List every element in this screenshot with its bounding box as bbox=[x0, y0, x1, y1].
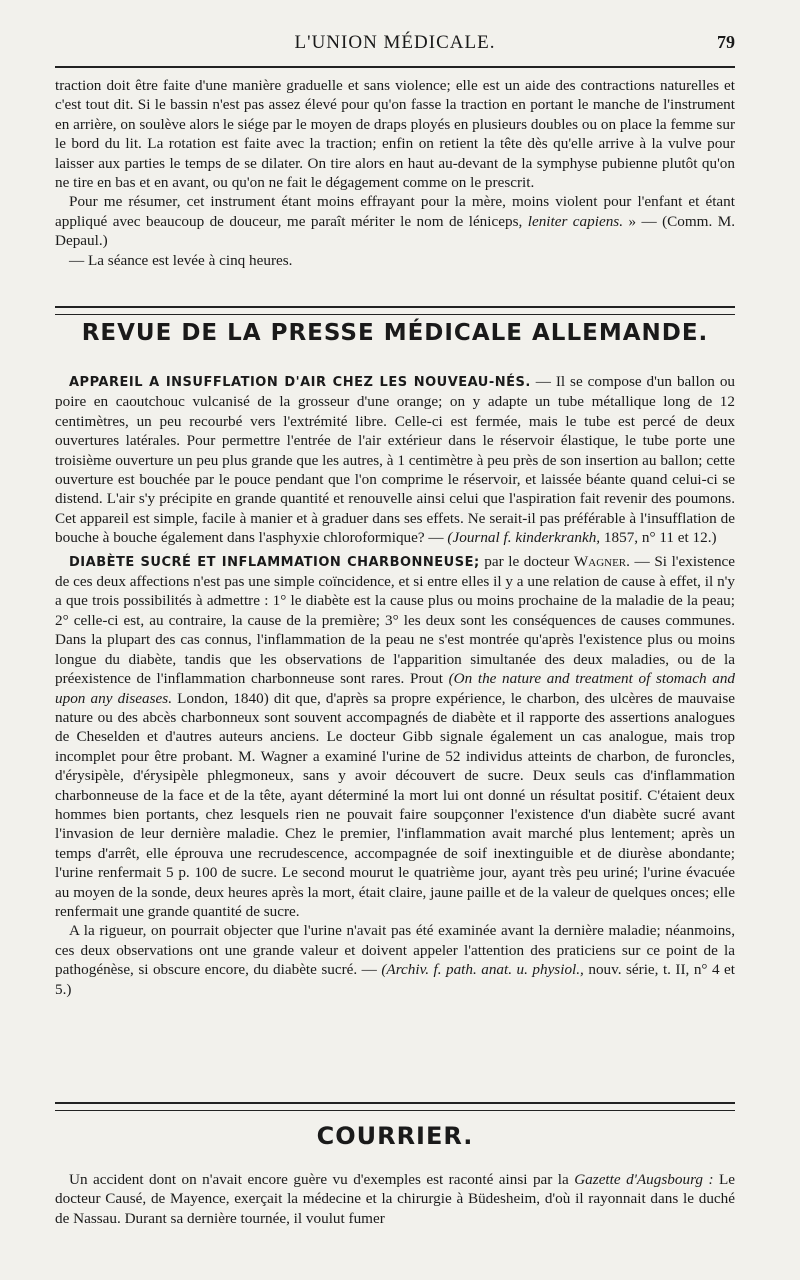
summary-italic: leniter capiens. bbox=[527, 212, 623, 230]
intro-section bbox=[55, 76, 735, 270]
section-divider bbox=[55, 1102, 735, 1111]
courrier-section bbox=[55, 1170, 735, 1228]
article-heading: APPAREIL A INSUFFLATION D'AIR CHEZ LES NOUVEAU-NÉS. bbox=[69, 375, 531, 390]
article-heading: DIABÈTE SUCRÉ ET INFLAMMATION CHARBONNEUSE; bbox=[69, 554, 480, 570]
article-diabete bbox=[55, 552, 735, 922]
courrier-text: Un accident dont on n'avait encore guère vu d'exemples est raconté ainsi par la bbox=[69, 1171, 569, 1188]
courrier-source-italic: Gazette d'Augsbourg : bbox=[574, 1171, 714, 1188]
page-number: 79 bbox=[717, 32, 735, 52]
article-text: — Il se compose d'un ballon ou poire en caoutchouc vulcanisé de la grosseur d'une orange; on y adapte un tube métallique long de 12 centimètres, un peu recourbé vers l'extrémité libre. Celle-ci est fermée, mais le tube est percé de deux ouvertures latérales. Pour permettre l'entrée de l'air extérieur dans le réservoir élastique, le tube porte une troisième ouverture un peu plus grande que les autres, à 1 centimètre à peu près de son insertion au ballon; cette ouverture est bouchée par le pouce pendant que l'on comprime le réservoir, et laissée béante quand celui-ci se distend. L'air s'y précipite en grande quantité et renouvelle ainsi celui que l'aspiration fait revenir des poumons. Cet appareil est simple, facile à manier et à graduer dans ses effets. Ne serait-il pas préférable à l'insufflation de bouche à bouche également dans l'asphyxie chloroformique? — bbox=[55, 373, 736, 547]
article-source-italic: (Journal f. kinderkrankh, bbox=[447, 529, 601, 547]
article-diabete-conclusion bbox=[55, 921, 735, 999]
article-byline: par le docteur bbox=[484, 552, 570, 570]
courrier-title: COURRIER. bbox=[316, 1122, 474, 1150]
summary-text: Pour me résumer, cet instrument étant moins effrayant pour la mère, moins violent pour l'enfant et étant appliqué avec beaucoup de douceur, me paraît mériter le nom de léniceps, bbox=[55, 193, 735, 230]
intro-summary-paragraph bbox=[55, 192, 735, 250]
session-closing: — La séance est levée à cinq heures. bbox=[69, 251, 293, 269]
section-divider bbox=[55, 306, 735, 315]
conclusion-text: A la rigueur, on pourrait objecter que l'urine n'avait pas été examinée avant la dernière maladie; néanmoins, ces deux observations ont une grande valeur et doivent appeler l'attention des praticiens sur ce point de la pathogénèse, si obscure encore, du diabète sucré. — bbox=[55, 922, 735, 979]
conclusion-source-italic: (Archiv. f. path. anat. u. physiol., bbox=[381, 961, 584, 979]
page-header bbox=[55, 32, 735, 62]
intro-paragraph: traction doit être faite d'une manière graduelle et sans violence; elle est un aide des contractions naturelles et c'est tout dit. Si le bassin n'est pas assez élevé pour qu'on fasse la traction en portant le manche de l'instrument en arrière, on soulève alors le siége par le moyen de draps ployés en plusieurs doubles ou on place la femme sur le bord du lit. La rotation est faite avec la traction; enfin on retient la tête dès qu'elle arrive à la vulve pour laisser aux parties le temps de se dilater. On tire alors en haut au-devant de la symphyse pubienne plutôt qu'on ne tire en bas et en avant, ou qu'on ne fait le dégagement comme on le prescrit. bbox=[55, 77, 735, 192]
article-source: 1857, n° 11 et 12.) bbox=[603, 529, 717, 547]
summary-end: » — (Comm. M. Depaul.) bbox=[55, 212, 736, 250]
courrier-paragraph bbox=[55, 1170, 735, 1228]
conclusion-source: nouv. série, t. II, n° 4 et 5.) bbox=[55, 961, 735, 998]
revue-section bbox=[55, 372, 735, 999]
article-reference-italic: (On the nature and treatment of stomach and upon any diseases. bbox=[55, 670, 736, 707]
revue-title: REVUE DE LA PRESSE MÉDICALE ALLEMANDE. bbox=[81, 320, 709, 346]
article-text: — Si l'existence de ces deux affections n'est pas une simple coïncidence, et si entre elles il y a une relation de cause à effet, il n'y a que trois possibilités à admettre : 1° le diabète est la cause plus ou moins prochaine de la maladie de la peau; 2° celle-ci est, au contraire, la cause de la première; 3° les deux sont les conséquences de causes communes. Dans la plupart des cas connus, l'inflammation de la peau ne s'est montrée qu'après l'existence plus ou moins longue du diabète, tandis que les observations de l'apparition simultanée des deux maladies, ou de la préexistence de l'inflammation charbonneuse sont rares. Prout bbox=[55, 552, 736, 688]
article-text-continued: London, 1840) dit que, d'après sa propre expérience, le charbon, des ulcères de mauvaise nature ou des abcès charbonneux sont souvent accompagnés de diabète et il rapporte des assertions analogues de Cheselden et d'autres auteurs anciens. Le docteur Gibb signale également un cas analogue, mais trop incomplet pour être probant. M. Wagner a examiné l'urine de 52 individus atteints de charbon, de furoncles, d'érysipèle, d'érysipèle phlegmoneux, sans y avoir découvert de sucre. Deux seuls cas d'inflammation charbonneuse de la face et de la tête, ayant déterminé la mort lui ont donné un résultat positif. C'étaient deux hommes bien portants, chez lesquels rien ne pouvait faire soupçonner l'existence d'un diabète sucré avant l'invasion de leur dernière maladie. Chez le premier, l'inflammation avait marché plus lentement; après un temps d'arrêt, elle éprouva une recrudescence, accompagnée de soif inextinguible et de diurèse abondante; l'urine renfermait 5 p. 100 de sucre. Le second mourut le quatrième jour, ayant très peu uriné; l'urine évacuée au moyen de la sonde, deux heures après la mort, était claire, jaune paille et de la valeur de quelques onces; elle renfermait une grande quantité de sucre. bbox=[55, 689, 735, 920]
running-title: L'UNION MÉDICALE. bbox=[294, 32, 496, 53]
header-rule bbox=[55, 66, 735, 68]
courrier-text-continued: Le docteur Causé, de Mayence, exerçait la médecine et la chirurgie à Büdesheim, d'où il rayonnait dans le duché de Nassau. Durant sa dernière tournée, il voulut fumer bbox=[55, 1171, 736, 1227]
article-insufflation bbox=[55, 372, 735, 548]
article-author: Wagner. bbox=[573, 552, 630, 570]
